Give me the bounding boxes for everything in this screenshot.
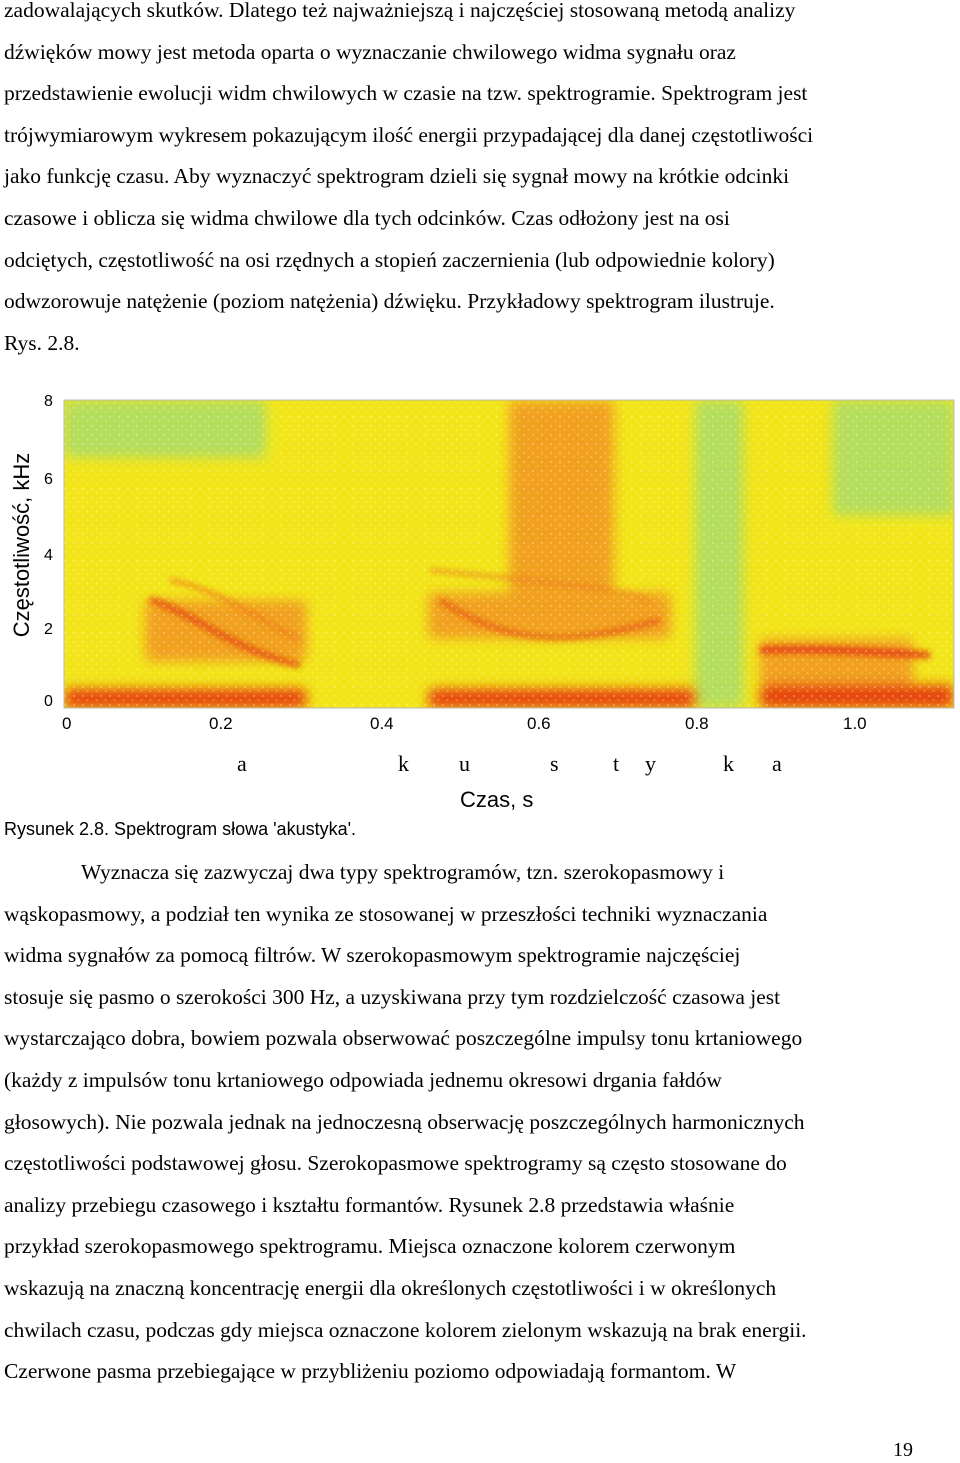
text-line: trójwymiarowym wykresem pokazującym ilość energii przypadającej dla danej częstotliwości <box>4 122 814 147</box>
text-line: częstotliwości podstawowej głosu. Szerokopasmowe spektrogramy są często stosowane do <box>4 1151 787 1176</box>
text-line: przykład szerokopasmowego spektrogramu. Miejsca oznaczone kolorem czerwonym <box>4 1234 736 1259</box>
y-tick-label: 2 <box>44 621 53 638</box>
paragraph-top <box>4 0 956 364</box>
low-energy-region <box>695 400 744 708</box>
text-line: (każdy z impulsów tonu krtaniowego odpowiada jednemu okresowi drgania fałdów <box>4 1067 722 1092</box>
text-line: przedstawienie ewolucji widm chwilowych w czasie na tzw. spektrogramie. Spektrogram jest <box>4 81 808 106</box>
paragraph-bottom <box>4 852 956 1393</box>
text-line: odwzorowuje natężenie (poziom natężenia) dźwięku. Przykładowy spektrogram ilustruje. <box>4 289 775 314</box>
formant-streak <box>440 600 660 637</box>
high-energy-region <box>760 685 954 708</box>
plot-frame <box>64 400 954 708</box>
x-axis-label: Czas, s <box>460 787 534 812</box>
y-axis-label: Częstotliwość, kHz <box>9 452 34 638</box>
text-line: Czerwone pasma przebiegające w przybliżeniu poziomo odpowiadają formantom. W <box>4 1359 737 1384</box>
high-energy-region <box>145 600 307 662</box>
y-tick-label: 8 <box>44 393 53 410</box>
formant-streak <box>760 649 930 655</box>
phoneme-label: u <box>459 751 470 776</box>
x-tick-label: 0.6 <box>527 714 551 733</box>
high-energy-region <box>509 400 614 593</box>
x-tick-label: 0.8 <box>685 714 709 733</box>
high-energy-region <box>428 689 695 708</box>
text-line: wskazują na znaczną koncentrację energii dla określonych częstotliwości i w określonych <box>4 1275 777 1300</box>
text-line: Rys. 2.8. <box>4 330 80 355</box>
high-energy-region <box>64 689 307 708</box>
phoneme-label: y <box>645 751 656 776</box>
phoneme-label: a <box>772 751 782 776</box>
figure-caption: Rysunek 2.8. Spektrogram słowa 'akustyka'. <box>4 819 357 839</box>
text-line: widma sygnałów za pomocą filtrów. W szerokopasmowym spektrogramie najczęściej <box>4 943 741 968</box>
text-line: zadowalających skutków. Dlatego też najważniejszą i najczęściej stosowaną metodą analizy <box>4 0 796 22</box>
text-line: głosowych). Nie pozwala jednak na jednoczesną obserwację poszczególnych harmonicznych <box>4 1109 805 1134</box>
x-tick-label: 0 <box>62 714 72 733</box>
text-line: czasowe i oblicza się widma chwilowe dla tych odcinków. Czas odłożony jest na osi <box>4 205 730 230</box>
text-line: dźwięków mowy jest metoda oparta o wyznaczanie chwilowego widma sygnału oraz <box>4 39 736 64</box>
formant-streak <box>170 580 300 640</box>
text-line: stosuje się pasmo o szerokości 300 Hz, a uzyskiwana przy tym rozdzielczość czasowa jest <box>4 984 781 1009</box>
phoneme-label: t <box>613 751 620 776</box>
speckle-texture <box>64 400 954 708</box>
y-tick-label: 6 <box>44 471 53 488</box>
plot-background <box>64 400 954 708</box>
text-line: wystarczająco dobra, bowiem pozwala obserwować poszczególne impulsy tonu krtaniowego <box>4 1026 803 1051</box>
x-tick-label: 0.4 <box>370 714 394 733</box>
y-tick-label: 4 <box>44 547 53 564</box>
phoneme-label: a <box>237 751 247 776</box>
formant-streak <box>150 600 300 665</box>
phoneme-label: k <box>723 751 734 776</box>
low-energy-region <box>833 400 954 516</box>
page-number: 19 <box>893 1439 913 1461</box>
high-energy-region <box>428 593 671 639</box>
text-line: analizy przebiegu czasowego i kształtu formantów. Rysunek 2.8 przedstawia właśnie <box>4 1192 735 1217</box>
text-line: chwilach czasu, podczas gdy miejsca oznaczone kolorem zielonym wskazują na brak energii. <box>4 1317 807 1342</box>
text-line: wąskopasmowy, a podział ten wynika ze stosowanej w przeszłości techniki wyznaczania <box>4 901 768 926</box>
x-tick-label: 0.2 <box>209 714 233 733</box>
x-tick-label: 1.0 <box>843 714 867 733</box>
high-energy-region <box>760 639 914 685</box>
text-line: odciętych, częstotliwość na osi rzędnych a stopień zaczernienia (lub odpowiednie kolory) <box>4 247 775 272</box>
text-line: jako funkcję czasu. Aby wyznaczyć spektrogram dzieli się sygnał mowy na krótkie odcinki <box>4 164 790 189</box>
formant-streak <box>430 570 650 600</box>
phoneme-label: k <box>398 751 409 776</box>
text-line: Wyznacza się zazwyczaj dwa typy spektrogramów, tzn. szerokopasmowy i <box>81 860 725 884</box>
phoneme-label: s <box>550 751 559 776</box>
low-energy-region <box>64 400 266 458</box>
y-tick-label: 0 <box>44 693 53 710</box>
